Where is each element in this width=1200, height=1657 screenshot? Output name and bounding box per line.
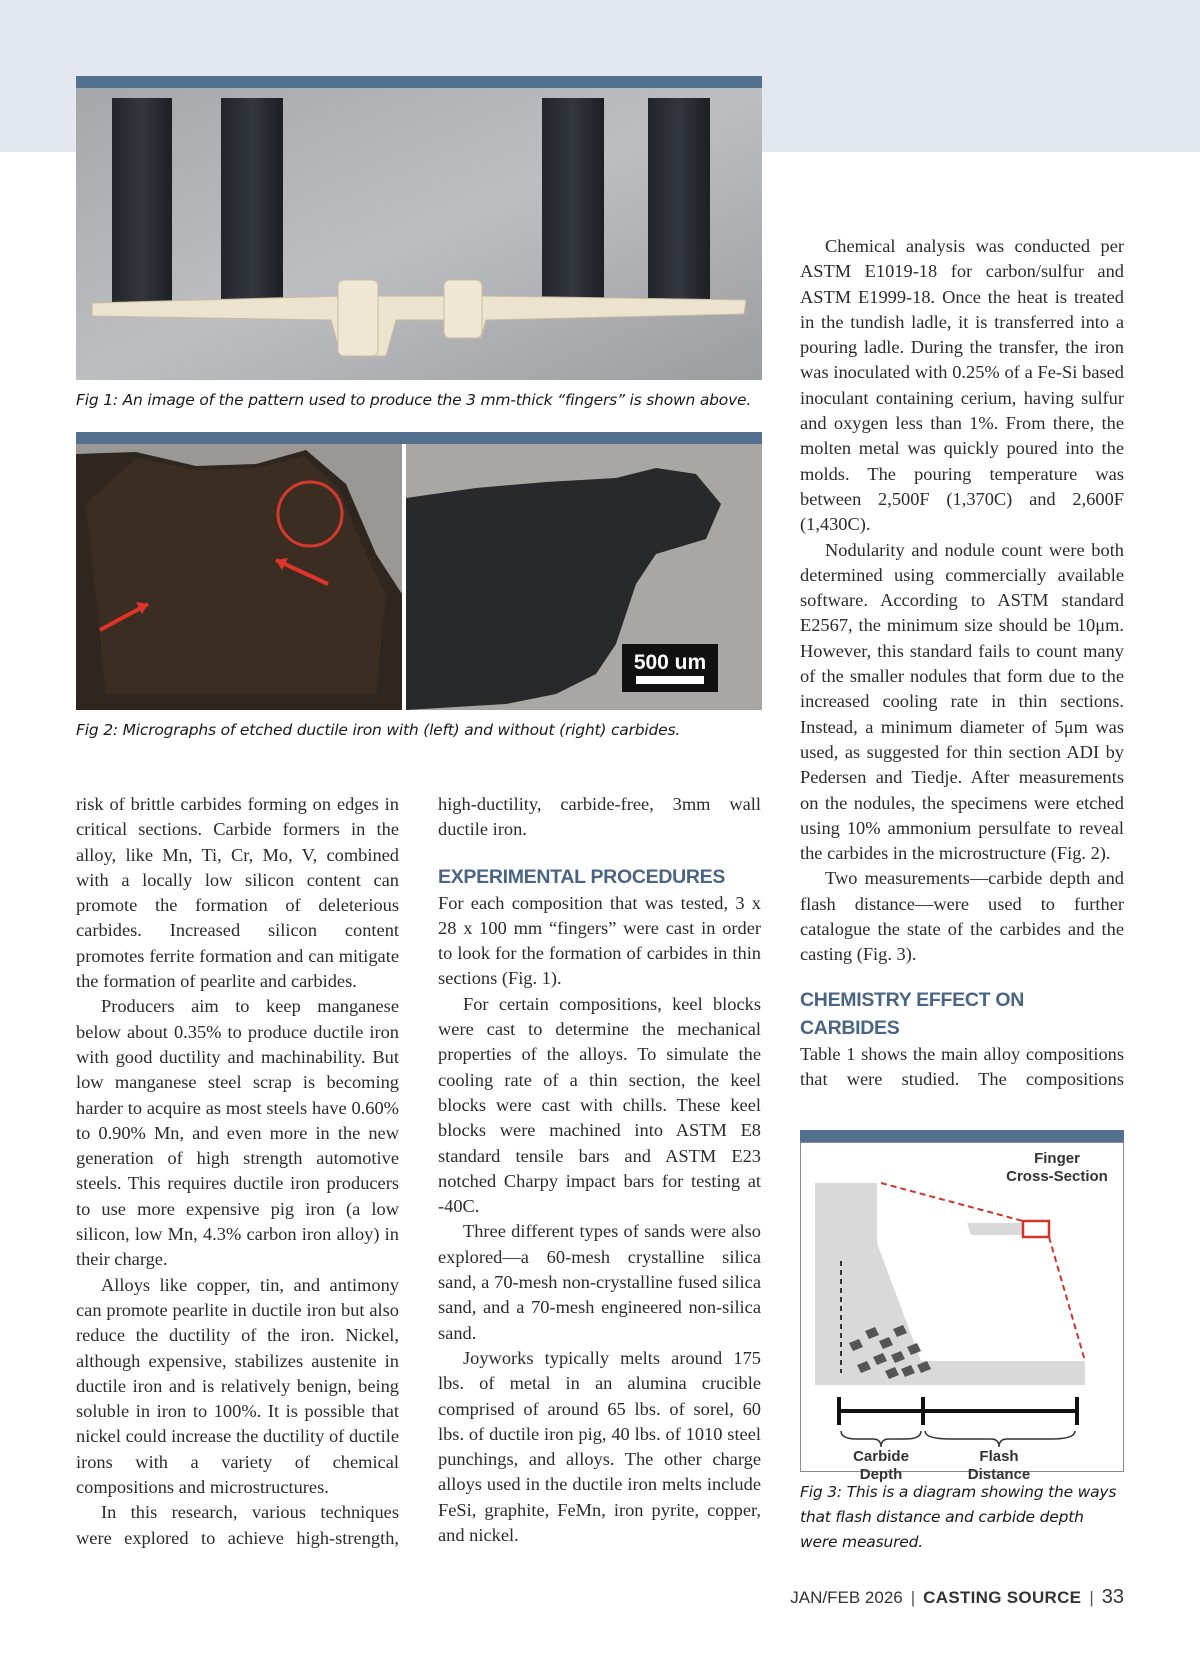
fig2-image <box>76 444 762 710</box>
fig3-measurement-diagram <box>801 1143 1123 1483</box>
page-footer: JAN/FEB 2026 | CASTING SOURCE | 33 <box>790 1586 1124 1608</box>
fig3-label-flash-2: Distance <box>967 1466 1031 1483</box>
col2-paragraph: Three different types of sands were also explored—a 60-mesh crystalline silica sand, a 70-mesh non-crystalline fused silica sand, and a 70-mesh engineered non-silica sand. <box>438 1221 761 1343</box>
column-2 <box>438 792 761 1548</box>
col2-paragraph: For certain compositions, keel blocks were cast to determine the mechanical properties of the alloys. To simulate the cooling rate of a thin section, the keel blocks were cast with chills. These keel blocks were machined into ASTM E8 standard tensile bars and ASTM E23 notched Charpy impact bars for testing at -40C. <box>438 993 761 1217</box>
fig2-top-bar <box>76 432 762 444</box>
fig3-caption-line: were measured. <box>800 1533 923 1551</box>
fig1-finger <box>648 98 710 306</box>
column-1 <box>76 792 399 1551</box>
footer-page-number: 33 <box>1101 1586 1124 1608</box>
col1-paragraph: risk of brittle carbides forming on edges in critical sections. Carbide formers in the alloy, like Mn, Ti, Cr, Mo, V, combined with a locally low silicon content can promote the formation of deleterious carbides. Increased silicon content promotes ferrite formation and can mitigate the formation of pearlite and carbides. <box>76 794 399 992</box>
fig3-label-carbide-1: Carbide <box>853 1448 909 1465</box>
fig1-caption: Fig 1: An image of the pattern used to produce the 3 mm-thick “fingers” is shown above. <box>76 391 752 409</box>
col1-paragraph: In this research, various techniques were explored to achieve high-strength, <box>76 1502 399 1548</box>
fig1-finger <box>221 98 283 306</box>
footer-magazine: CASTING SOURCE <box>923 1588 1082 1607</box>
fig3-diagram <box>800 1142 1124 1483</box>
fig3-label-finger-2: Cross-Section <box>1006 1168 1108 1185</box>
col3-paragraph: Nodularity and nodule count were both determined using commercially available software. According to ASTM standard E2567, the minimum size should be 10μm. However, this standard fails to count many of the smaller nodules that form due to the increased cooling rate in thin sections. Instead, a minimum diameter of 5μm was used, as suggested for thin section ADI by Pedersen and Tiedje. After measurements on the nodules, the specimens were etched using 10% ammonium persulfate to reveal the carbides in the microstructure (Fig. 2). <box>800 539 1124 864</box>
fig3-top-bar <box>800 1130 1124 1142</box>
col3-paragraph: Two measurements—carbide depth and flash distance—were used to further catalogue the state of the carbides and the casting (Fig. 3). <box>800 868 1124 965</box>
col2-paragraph: Joyworks typically melts around 175 lbs. of metal in an alumina crucible comprised of around 65 lbs. of sorel, 60 lbs. of ductile iron pig, 40 lbs. of 1010 steel punchings, and alloys. The other charge alloys used in the ductile iron melts include FeSi, graphite, FeMn, iron pyrite, copper, and nickel. <box>438 1347 761 1546</box>
fig3-label-finger-1: Finger <box>1034 1150 1080 1167</box>
column-3 <box>800 234 1124 1092</box>
fig3-caption-line: Fig 3: This is a diagram showing the ways <box>800 1483 1117 1501</box>
col2-paragraph: high-ductility, carbide-free, 3mm wall ductile iron. <box>438 794 761 840</box>
col3-paragraph: Chemical analysis was conducted per ASTM E1019-18 for carbon/sulfur and ASTM E1999-18. Once the heat is treated in the tundish ladle, it is transferred into a pouring ladle. During the transfer, the iron was inoculated with 0.25% of a Fe-Si based inoculant containing cerium, having sulfur and oxygen less than 1%. From there, the molten metal was quickly poured into the molds. The pouring temperature was between 2,500F (1,370C) and 2,600F (1,430C). <box>800 236 1124 535</box>
col3-paragraph: Table 1 shows the main alloy compositions that were studied. The compositions <box>800 1043 1124 1089</box>
fig1-top-bar <box>76 76 762 88</box>
fig3-casting-section <box>815 1183 1085 1385</box>
fig3-label-carbide-2: Depth <box>859 1466 903 1483</box>
fig2-micrographs <box>76 444 762 710</box>
col2-paragraph: For each composition that was tested, 3 x 28 x 100 mm “fingers” were cast in order to look for the formation of carbides in thin sections (Fig. 1). <box>438 892 761 989</box>
fig1-finger <box>542 98 604 306</box>
fig1-image <box>76 88 762 380</box>
fig3-caption <box>800 1480 1130 1555</box>
fig3-caption-line: that flash distance and carbide depth <box>800 1508 1084 1526</box>
col1-paragraph: Producers aim to keep manganese below about 0.35% to produce ductile iron with good ductility and machinability. But low manganese steel scrap is becoming harder to acquire as most steels have 0.60% to 0.90% Mn, and even more in the new generation of high strength automotive steels. This requires ductile iron producers to use more expensive pig iron (a low silicon, low Mn, 4.3% carbon iron alloy) in their charge. <box>76 996 399 1270</box>
col1-paragraph: Alloys like copper, tin, and antimony can promote pearlite in ductile iron but also reduce the ductility of the iron. Nickel, although expensive, stabilizes austenite in ductile iron and is relatively benign, being soluble in iron to 100%. It is possible that nickel could increase the ductility of ductile irons with a variety of chemical compositions and microstructures. <box>76 1274 399 1498</box>
fig3-finger-box <box>1023 1221 1049 1237</box>
fig1-finger <box>112 98 172 306</box>
fig1-pattern-photo <box>76 88 762 380</box>
footer-issue: JAN/FEB 2026 <box>790 1588 903 1607</box>
fig2-caption: Fig 2: Micrographs of etched ductile iron with (left) and without (right) carbides. <box>76 721 681 739</box>
section-heading-experimental: EXPERIMENTAL PROCEDURES <box>438 865 726 888</box>
fig3-label-flash-1: Flash <box>979 1448 1019 1465</box>
section-heading-chemistry: CHEMISTRY EFFECT ON CARBIDES <box>800 988 1024 1039</box>
fig2-scale-label: 500 um <box>633 651 707 674</box>
